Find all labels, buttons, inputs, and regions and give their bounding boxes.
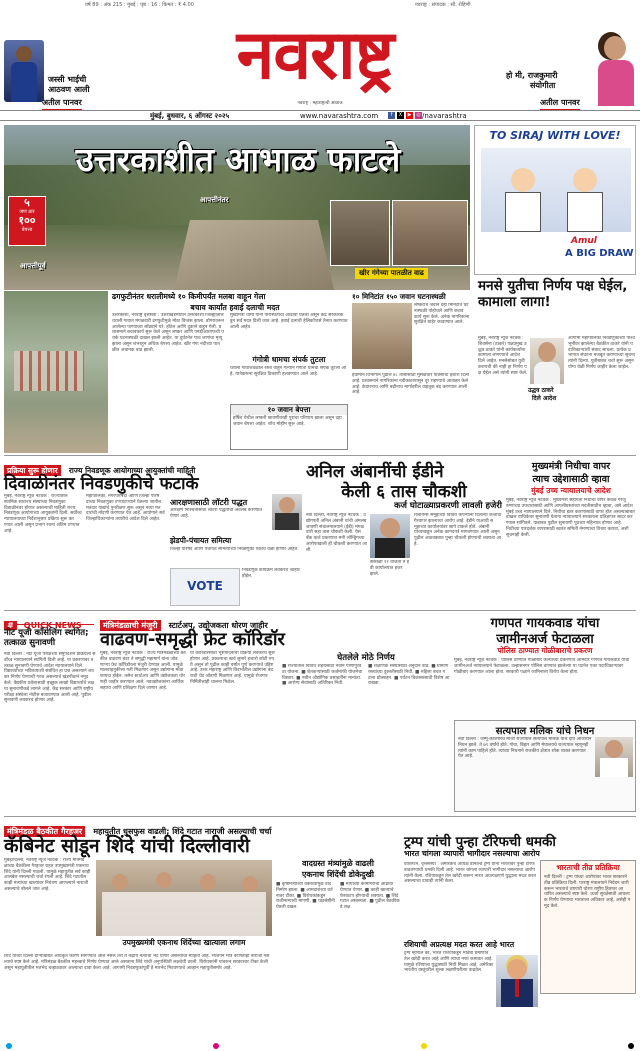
trump-head: ट्रम्प यांची पुन्हा टॅरिफची धमकी	[404, 834, 556, 850]
instagram-icon[interactable]: ◎	[416, 112, 421, 118]
cabinet-decisions-col1: ■ राज्यातील विविध शहरांसाठी नवीन पाणीपुरवठा योजना. ■ शेतकऱ्यांसाठी कर्जमाफी योजनेचा विस्तार. ■ नवीन औद्योगिक वसाहतींना मान्यता. ■ आरोग्य सेवांसाठी अतिरिक्त निधी.	[282, 664, 363, 687]
ten-min-body-2: हवामान विभागाने पुढील ४८ तासांसाठी मुसळधार पावसाचा इशारा दिला आहे. प्रशासनाने नागरिकांना नदीकाठापासून दूर राहण्याचे आवाहन केले आहे. केदारनाथ आणि बद्रीनाथ मार्गावरील वाहतूक बंद करण्यात आली आहे.	[352, 373, 469, 396]
elections-box1: आरक्षणासाठी लॉटरी पद्धत	[170, 498, 248, 507]
elections-head: दिवाळीनंतर निवडणुकीचे फटाके	[4, 474, 199, 494]
shinde-kicker: मंत्रिमंडळ बैठकीत गैरहजर	[4, 826, 85, 837]
rescue-photo-2	[392, 200, 468, 266]
issue-date: मुंबई, बुधवार, ६ ऑगस्ट २०२५	[150, 112, 230, 120]
x-icon[interactable]: X	[398, 112, 403, 118]
quick-news-text: QUICK NEWS	[23, 621, 82, 630]
youtube-icon[interactable]: ▶	[407, 112, 412, 118]
missing-soldiers-box	[230, 404, 348, 450]
uddhav-photo	[530, 338, 564, 384]
lead-banner: उत्तरकाशीत आभाळ फाटले	[75, 140, 401, 179]
lead-mid-head: गंगोत्री धामचा संपर्क तुटला	[252, 355, 326, 364]
shinde-side-head1: वादग्रस्त मंत्र्यांमुळे वाढली	[302, 859, 374, 868]
lead-body-col1: उत्तरकाशी, नवराष्ट्र वृत्तसेवा : उत्तराखंडमधील उत्तरकाशी जिल्ह्यातील धराली गावात मंगळवारी ढगफुटीमुळे मोठा विध्वंस झाला. डोंगरावरून आलेल्या पाण्याच्या लोंढ्याने घरे, हॉटेल आणि दुकाने वाहून गेली. प्रशासनाने बचावकार्य सुरू केले असून लष्कर आणि एनडीआरएफची पथके घटनास्थळी दाखल झाली आहेत. या दुर्घटनेत पाच जणांचा मृत्यू झाला असून शंभरहून अधिक बेपत्ता आहेत. खीर गंगा नदीच्या पातळीत अचानक वाढ झाली.	[112, 313, 224, 353]
elections-box1-text: आरक्षण निश्चितीसाठी लॉटरी पद्धतीचा अवलंब करण्यात येणार आहे.	[170, 508, 262, 519]
shinde-side-col2: ■ मंत्र्यांच्या कामगिरीचा आढावा घेण्यात येणार. ■ काही खात्यांचे फेरवाटप होण्याची शक्यता. ■ शिंदे गटात अस्वस्थता. ■ पुढील बैठकीकडे लक्ष.	[340, 882, 400, 911]
divider-2	[4, 610, 636, 611]
cabinet-body-col2: या कॉरिडॉरसाठी भूसंपादनाची प्रक्रिया लवकरच सुरू होणार आहे. प्रकल्पाचा खर्च सुमारे हजारो कोटी रुपये असून तो पुढील काही वर्षांत पूर्ण करण्याचे उद्दिष्ट आहे. उत्तर महाराष्ट्र आणि विदर्भातील उद्योगांना बंदराशी थेट जोडणी मिळणार आहे. यामुळे रोजगारनिर्मितीलाही चालना मिळेल.	[190, 651, 275, 685]
elections-body-col1: मुंबई, नवराष्ट्र न्यूज नेटवर्क : राज्यातील स्थानिक स्वराज्य संस्थांच्या निवडणुका दिवाळीनंतर होणार असल्याची माहिती राज्य निवडणूक आयोगाच्या आयुक्तांनी दिली. सर्वोच्च न्यायालयाच्या निर्देशानुसार प्रक्रिया सुरू करण्यात आली असून प्रभाग रचना अंतिम टप्प्यात आहे.	[4, 494, 82, 534]
masthead-title: नवराष्ट्र	[236, 16, 394, 95]
quick-news-head: नीट यूजी काँसेलिंग स्थगित; तत्काळ सुनावणी	[4, 628, 89, 648]
trump-body: वॉशिंग्टन, वृत्तसंस्था : अमेरिकेचे अध्यक्ष डोनाल्ड ट्रम्प यांनी भारतावर पुन्हा टॅरिफ वाढवण्याची धमकी दिली आहे. भारत चांगला व्यापारी भागीदार नसल्याचा आरोप त्यांनी केला. रशियाकडून तेल खरेदी करून भारत अप्रत्यक्षपणे युद्धाला मदत करत असल्याचा दावाही त्यांनी केला.	[404, 862, 536, 885]
elections-kicker-text: राज्य निवडणूक आयोगाच्या आयुक्तांची माहिती	[68, 466, 196, 475]
shinde-side-col1: ■ कृषीमंत्र्यांच्या वक्तव्यामुळे वाद निर्माण झाला. ■ आमदारांच्या वर्तनावर टीका. ■ विरोधकांकडून राजीनाम्याची मागणी. ■ पक्षश्रेष्ठींनी घेतली दखल.	[276, 882, 335, 911]
divider-1	[4, 455, 636, 456]
satyapal-photo	[595, 737, 633, 777]
anil-head1: अनिल अंबानींची ईडीने	[306, 462, 444, 482]
india-reaction-box	[540, 860, 636, 994]
masthead-tagline: नवराष्ट्र : महाराष्ट्राची आवाज	[297, 101, 343, 106]
shinde-head: कॅबिनेट सोडून शिंदे यांची दिल्लीवारी	[4, 835, 250, 857]
label-after: आपत्तीनंतर	[200, 196, 229, 204]
casualty-badge	[8, 196, 46, 246]
right-promo-name[interactable]: अतील पानवर	[540, 97, 580, 110]
trump-inner-head: रशियाची अप्रत्यक्ष मदत करत आहे भारत	[404, 940, 515, 949]
badge-l2: जण ठार	[19, 209, 35, 215]
label-before: आपत्तीपूर्व	[20, 262, 46, 270]
missing-soldiers-text: हर्षिल येथील लष्करी छावणीवरही पुराचा परिणाम झाला असून दहा जवान बेपत्ता आहेत. शोध मोहीम सुरू आहे.	[233, 416, 342, 427]
anil-body-col3: रिलायन्स समूहाच्या विविध कंपन्यांना दिलेल्या कर्जाचा गैरवापर झाल्याचा आरोप आहे. ईडीने याआधी समूहाच्या कार्यालयांवर छापे टाकले होते. अंबानी यांच्याकडून अनेक कागदपत्रे मागवण्यात आली असून पुढील आठवड्यात पुन्हा चौकशी होण्याची शक्यता आहे.	[414, 513, 502, 547]
india-reaction-body: नवी दिल्ली : ट्रम्प यांच्या आरोपांवर भारत सरकारने तीव्र प्रतिक्रिया दिली. परराष्ट्र मंत्रालयाने निवेदन जारी करून भारताचे व्यापारी धोरण राष्ट्रीय हितावर आधारित असल्याचे स्पष्ट केले. ऊर्जा सुरक्षेसाठी आवश्यक निर्णय घेण्याचा भारताला अधिकार आहे, असेही नमूद केले.	[544, 875, 631, 909]
cartoon-brand: Amul	[571, 236, 597, 246]
elections-kicker-row	[4, 458, 302, 475]
trump-inner-body: ट्रम्प म्हणाले की, भारत रशियाकडून मोठ्या प्रमाणात तेल खरेदी करत आहे आणि त्याचा नफा कमावत आहे. यामुळे रशियाला युद्धासाठी निधी मिळत आहे. अमेरिका भारतीय वस्तूंवरील शुल्क लक्षणीयरीत्या वाढवेल.	[404, 951, 494, 974]
cartoon-tag: A BIG DRAW	[565, 248, 634, 259]
quick-news-body: नवी दिल्ली : नीट यूजी परीक्षेच्या समुपदेशन प्रक्रियेला सर्वोच्च न्यायालयाने स्थगिती दिली आहे. या प्रकरणावर तत्काळ सुनावणी घेण्याचे आदेश न्यायालयाने दिले. विद्यार्थ्यांच्या भवितव्याशी संबंधित हा प्रश्न असल्याने लवकर निर्णय घेण्याची गरज असल्याचे खंडपीठाने नमूद केले. वैद्यकीय प्रवेशासाठी इच्छुक लाखो विद्यार्थ्यांचे लक्ष या सुनावणीकडे लागले आहे. केंद्र सरकार आणि राष्ट्रीय परीक्षा संस्थेला नोटीस बजावण्यात आली आहे. पुढील सुनावणी लवकरच होणार आहे.	[4, 652, 96, 704]
left-promo-line2: आठवण आली	[48, 85, 90, 94]
cm-fund-sub: मुंबई उच्च न्यायालयाचे आदेश	[531, 486, 611, 495]
vote-graphic	[170, 568, 240, 606]
satyapal-head: सत्यपाल मलिक यांचे निधन	[495, 726, 595, 737]
social-handle[interactable]: /navarashtra	[422, 112, 467, 120]
cabinet-decisions-col2: ■ शैक्षणिक संस्थांसाठी अनुदान वाढ. ■ ग्रामीण रस्त्यांच्या दुरुस्तीसाठी निधी. ■ महिला बचत गटांना प्रोत्साहन. ■ पर्यटन विकासासाठी विशेष आराखडा.	[368, 664, 450, 687]
shinde-kicker-row	[4, 819, 636, 836]
top-info-right: नवराष्ट्र : संपादक : सौ. रोहिणी	[415, 2, 471, 8]
badge-l4: बेपत्ता	[21, 227, 33, 233]
vote-label: VOTE	[187, 579, 223, 593]
satyapal-box	[454, 720, 636, 812]
shinde-side-head2: एकनाथ शिंदेंची डोकेदुखी	[301, 870, 375, 879]
missing-soldiers-head: १० जवान बेपत्ता	[231, 405, 347, 415]
lead-main-sub: बचाव कार्यांत हवाई दलाची मदत	[190, 303, 280, 312]
left-promo-name[interactable]: अतील पानवर	[42, 97, 82, 110]
anil-body-col2: सकाळी ११ वाजता ते ईडी कार्यालयात हजर झाले.	[370, 560, 409, 577]
anil-body-col1: नवी दिल्ली, नवराष्ट्र न्यूज नेटवर्क : उद्योगपती अनिल अंबानी यांची अंमलबजावणी संचालनालयाने (ईडी) मंगळवारी सहा तास चौकशी केली. येस बँक कर्ज प्रकरणात मनी लॉन्ड्रिंगच्या आरोपाखाली ही चौकशी करण्यात आली.	[306, 513, 367, 553]
cabinet-kicker-text: स्टार्टअप, उद्योजकता धोरण जाहीर	[168, 621, 268, 630]
left-promo-line1: जस्सी भाईची	[48, 75, 87, 84]
cm-fund-body: मुंबई, नवराष्ट्र न्यूज नेटवर्क : मुख्यमंत्री सहायता निधीचा वापर केवळ गरजू रुग्णांच्या उपचारासाठी आणि आपत्तीग्रस्तांच्या मदतीसाठीच व्हावा, असे आदेश मुंबई उच्च न्यायालयाने दिले. निधीचा इतर कारणांसाठी वापर होत असल्याबाबत दाखल याचिकेवर सुनावणी घेताना न्यायालयाने सरकारला प्रतिज्ञापत्र सादर करण्यास सांगितले. याबाबत पुढील सुनावणी पुढच्या महिन्यात होणार आहे. निधीच्या पारदर्शक वापरासाठी स्वतंत्र समिती नेमण्याचा विचार करावा, अशी सूचनाही केली.	[506, 498, 635, 538]
trump-photo	[496, 955, 538, 1007]
badge-l3: १००	[18, 214, 36, 227]
photo-caption: खीर गंगेच्या पातळीत वाढ	[355, 268, 428, 279]
trump-sub: भारत चांगला व्यापारी भागीदार नसल्याचा आरोप	[404, 849, 540, 858]
ten-min-photo	[352, 303, 412, 369]
shinde-kicker-text: महायुतीत धुसफुस वाढली; शिंदे गटात नाराजी असल्याची चर्चा	[93, 827, 272, 836]
elections-body-col2: महापालिका, नगरपरिषदा आणि जिल्हा परिषदांच्या निवडणुका टप्प्याटप्प्याने घेतल्या जातील. मतदार याद्यांचे पुनरीक्षण सुरू असून नव्या मतदारांची नोंदणी करण्यात येत आहे. आयोगाने सर्व जिल्हाधिकाऱ्यांना तयारीचे आदेश दिले आहेत.	[86, 494, 165, 523]
anil-photo	[370, 514, 410, 558]
lead-main-head: ढगफुटीनंतर धरालीमध्ये १० किमीपर्यंत मलबा वाहून गेला	[112, 292, 266, 301]
right-promo-line2: संयोगीता	[530, 81, 556, 90]
shinde-body-col1: मुंबई/दिल्ली, नवराष्ट्र न्यूज नेटवर्क : राज्य मंत्रिमंडळाच्या बैठकीला गैरहजर राहत उपमुख्यमंत्री एकनाथ शिंदे यांनी दिल्ली गाठली. यामुळे महायुतीत सर्व काही आलबेल नसल्याची चर्चा रंगली आहे. शिंदे गटातील काही मंत्र्यांच्या खात्यांवर नियंत्रण आणल्याने नाराजी असल्याचे बोलले जात आहे.	[4, 858, 91, 892]
registration-marks	[0, 1043, 640, 1051]
right-promo-photo	[596, 32, 636, 106]
ten-min-head: १० मिनिटांत १५० जवान घटनास्थळी	[352, 292, 446, 301]
cm-fund-head1: मुख्यमंत्री निधीचा वापर	[531, 461, 611, 472]
mns-head: मनसे युतीचा निर्णय पक्ष घेईल, कामाला लागा!	[478, 278, 628, 310]
elections-box2: झेडपी-पंचायत समित्या	[170, 536, 232, 545]
lead-body-col3: धराली गावाजवळील रस्ता वाहून गेल्याने गंगोत्री धामचा संपर्क तुटला आहे. यात्रेकरूंना सुरक्षित ठिकाणी हलवण्यात आले आहे.	[230, 366, 347, 377]
ten-min-body: लष्कराचे जवान दहा मिनिटांत घटनास्थळी पोहोचले आणि बचावकार्य सुरू केले. अनेक नागरिकांना सुरक्षित बाहेर काढण्यात आले.	[414, 303, 470, 326]
cabinet-head: वाढवण-समृद्धी फ्रेट कॉरिडॉर	[100, 629, 285, 650]
right-promo-line1: हो मी, राजकुमारी	[506, 71, 558, 80]
cartoon-title: TO SIRAJ WITH LOVE!	[489, 129, 621, 142]
anil-sub: कर्ज घोटाळ्याप्रकरणी लावली हजेरी	[394, 501, 502, 511]
hash-icon: #	[4, 621, 17, 630]
satyapal-body: नवी दिल्ली : जम्मू-काश्मीरचे माजी राज्यपाल सत्यपाल मलिक यांचे दीर्घ आजाराने निधन झाले. ते ७९ वर्षांचे होते. गोवा, बिहार आणि मेघालयचे राज्यपाल म्हणूनही त्यांनी काम पाहिले होते. त्यांच्या निधनाने राजकीय क्षेत्रात शोक व्यक्त करण्यात येत आहे.	[458, 737, 592, 760]
top-info-left: वर्ष 89 : अंक 215 : मुंबई : पृष्ठ : 16 : किंमत : ₹ 4.00	[85, 2, 194, 8]
quick-news-label	[4, 613, 94, 630]
india-reaction-head: भारताची तीव्र प्रतिक्रिया	[556, 863, 620, 872]
elections-box3-text: निवडणूक कार्यक्रम लवकरच जाहीर होईल.	[242, 568, 300, 579]
gaikwad-sub: पोलिस ठाण्यात गोळीबाराचे प्रकरण	[497, 646, 593, 655]
uddhav-sub: दिले आदेश	[532, 395, 557, 402]
cabinet-kicker: मंत्रिमंडळाची मंजुरी	[100, 620, 161, 631]
mns-body-col1: मुंबई, नवराष्ट्र न्यूज नेटवर्क : शिवसेना (ठाकरे) पक्षप्रमुख उद्धव ठाकरे यांनी कार्यकर्त्यांना कामाला लागण्याचे आदेश दिले आहेत. मनसेसोबत युती करायची की नाही हा निर्णय पक्ष घेईल असे त्यांनी स्पष्ट केले.	[478, 336, 528, 376]
cabinet-body-col1: मुंबई, नवराष्ट्र न्यूज नेटवर्क : राज्य मंत्रिमंडळाच्या बैठकीत वाढवण बंदर ते समृद्धी महामार्ग यांना जोडणाऱ्या फ्रेट कॉरिडॉरला मंजुरी देण्यात आली. यामुळे मालवाहतुकीला गती मिळणार असून उद्योगांना मोठा फायदा होईल. तसेच स्टार्टअप आणि उद्योजकता धोरणही जाहीर करण्यात आले. नवउद्योजकांना आर्थिक सहाय्य आणि प्रशिक्षण दिले जाणार आहे.	[100, 651, 186, 691]
cabinet-sub-head: घेतलेले मोठे निर्णय	[337, 653, 395, 663]
shinde-photo	[96, 860, 272, 936]
shinde-photo-caption: उपमुख्यमंत्री एकनाथ शिंदेंच्या खात्याला लगाम	[122, 938, 246, 947]
gaikwad-head1: गणपत गायकवाड यांचा	[490, 616, 600, 631]
social-icons[interactable]	[388, 112, 422, 119]
gaikwad-head2: जामीनअर्ज फेटाळला	[496, 632, 594, 647]
rescue-photo-1	[330, 200, 390, 266]
left-promo-photo	[4, 40, 44, 102]
elections-kicker: प्रक्रिया सुरू होणार	[4, 465, 61, 476]
cabinet-kicker-row	[100, 613, 450, 630]
cartoon-box	[474, 125, 636, 275]
cm-fund-head2: त्याच उद्देशासाठी व्हावा	[532, 474, 610, 485]
mns-body-col2: आगामी महापालिका निवडणुकांच्या पार्श्वभूमीवर झालेल्या बैठकीत ठाकरे यांनी पदाधिकाऱ्यांशी संवाद साधला. प्रत्येक प्रभागात संघटना मजबूत करण्याच्या सूचना त्यांनी दिल्या. युतीबाबत चर्चा सुरू असून योग्य वेळी निर्णय जाहीर केला जाईल.	[568, 336, 635, 370]
lead-body-col2: मुख्यमंत्री धामी यांनी परिस्थितीचा आढावा घेतला असून केंद्र सरकारकडून सर्व मदत दिली जात आहे. हवाई दलाची हेलिकॉप्टर्स तैनात करण्यात आली आहेत.	[230, 313, 348, 330]
anil-head2: केली ६ तास चौकशी	[341, 482, 467, 502]
divider-3	[4, 816, 636, 817]
uddhav-label: उद्धव ठाकरे	[528, 387, 554, 394]
gaikwad-body: मुंबई, नवराष्ट्र न्यूज नेटवर्क : पोलिस ठाण्यात गोळीबार केल्याच्या प्रकरणात आमदार गणपत गायकवाड यांचा जामीनअर्ज न्यायालयाने फेटाळला. उल्हासनगर पोलिस ठाण्यात झालेल्या या घटनेत एका पदाधिकाऱ्यावर गोळीबार करण्यात आला होता. सरकारी पक्षाने जामिनाला विरोध केला होता.	[454, 658, 630, 675]
elections-box2-text: जिल्हा परिषद आणि पंचायत समित्यांच्या निवडणुका एकाच वेळी होणार आहेत.	[170, 547, 299, 552]
village-photo	[4, 291, 108, 453]
website-link[interactable]: www.navarashtra.com	[300, 112, 379, 120]
facebook-icon[interactable]: f	[388, 112, 395, 119]
badge-l1: ५	[24, 196, 30, 209]
shinde-body-col2: शिंदे यांच्या दिल्ली दौऱ्याबाबत अधिकृत कारण सांगण्यात आले नसले तरी ते केंद्रीय नेत्यांची भेट घेणार असल्याची माहिती आहे. भाजपने मात्र कोणतीही नाराजी नसल्याचे स्पष्ट केले आहे. मंत्रिमंडळ बैठकीत महत्त्वाचे निर्णय घेण्यात आले असताना शिंदे यांची अनुपस्थिती लक्षवेधी ठरली. विरोधकांनी यावरून सरकारवर टीका केली असून महायुतीतील मतभेद चव्हाट्यावर आल्याचा दावा केला आहे. आगामी निवडणुकांपूर्वी हे मतभेद मिटवण्याचे आव्हान महायुतीसमोर आहे.	[4, 954, 270, 971]
officer-photo	[272, 494, 302, 530]
